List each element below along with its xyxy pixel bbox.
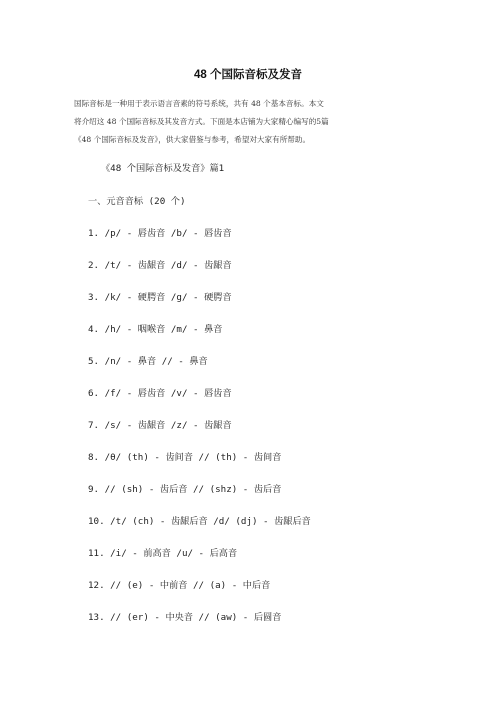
list-item: 7. /s/ - 齿龈音 /z/ - 齿龈音 — [88, 420, 232, 431]
section-heading: 一、元音音标 (20 个) — [88, 196, 186, 207]
list-item: 10. /t/ (ch) - 齿龈后音 /d/ (dj) - 齿龈后音 — [88, 516, 311, 527]
list-item: 1. /p/ - 唇齿音 /b/ - 唇齿音 — [88, 228, 232, 239]
list-item: 11. /i/ - 前高音 /u/ - 后高音 — [88, 548, 238, 559]
list-item: 3. /k/ - 硬腭音 /g/ - 硬腭音 — [88, 292, 232, 303]
list-item: 2. /t/ - 齿龈音 /d/ - 齿龈音 — [88, 260, 232, 271]
list-item: 12. // (e) - 中前音 // (a) - 中后音 — [88, 580, 271, 591]
list-item: 6. /f/ - 唇齿音 /v/ - 唇齿音 — [88, 388, 232, 399]
intro-line: 将介绍这 48 个国际音标及其发音方式。下面是本店铺为大家精心编写的5篇 — [74, 117, 329, 126]
list-item: 5. /n/ - 鼻音 // - 鼻音 — [88, 356, 208, 367]
document-title: 48 个国际音标及发音 — [194, 69, 302, 81]
intro-line: 国际音标是一种用于表示语言音素的符号系统，共有 48 个基本音标。本文 — [74, 99, 324, 108]
list-item: 4. /h/ - 咽喉音 /m/ - 鼻音 — [88, 324, 223, 335]
intro-line: 《48 个国际音标及发音》，供大家借鉴与参考，希望对大家有所帮助。 — [74, 135, 311, 144]
list-item: 8. /θ/ (th) - 齿间音 // (th) - 齿间音 — [88, 452, 282, 463]
list-item: 9. // (sh) - 齿后音 // (shz) - 齿后音 — [88, 484, 282, 495]
list-item: 13. // (er) - 中央音 // (aw) - 后圆音 — [88, 612, 282, 623]
article-subtitle: 《48 个国际音标及发音》篇1 — [101, 163, 225, 174]
